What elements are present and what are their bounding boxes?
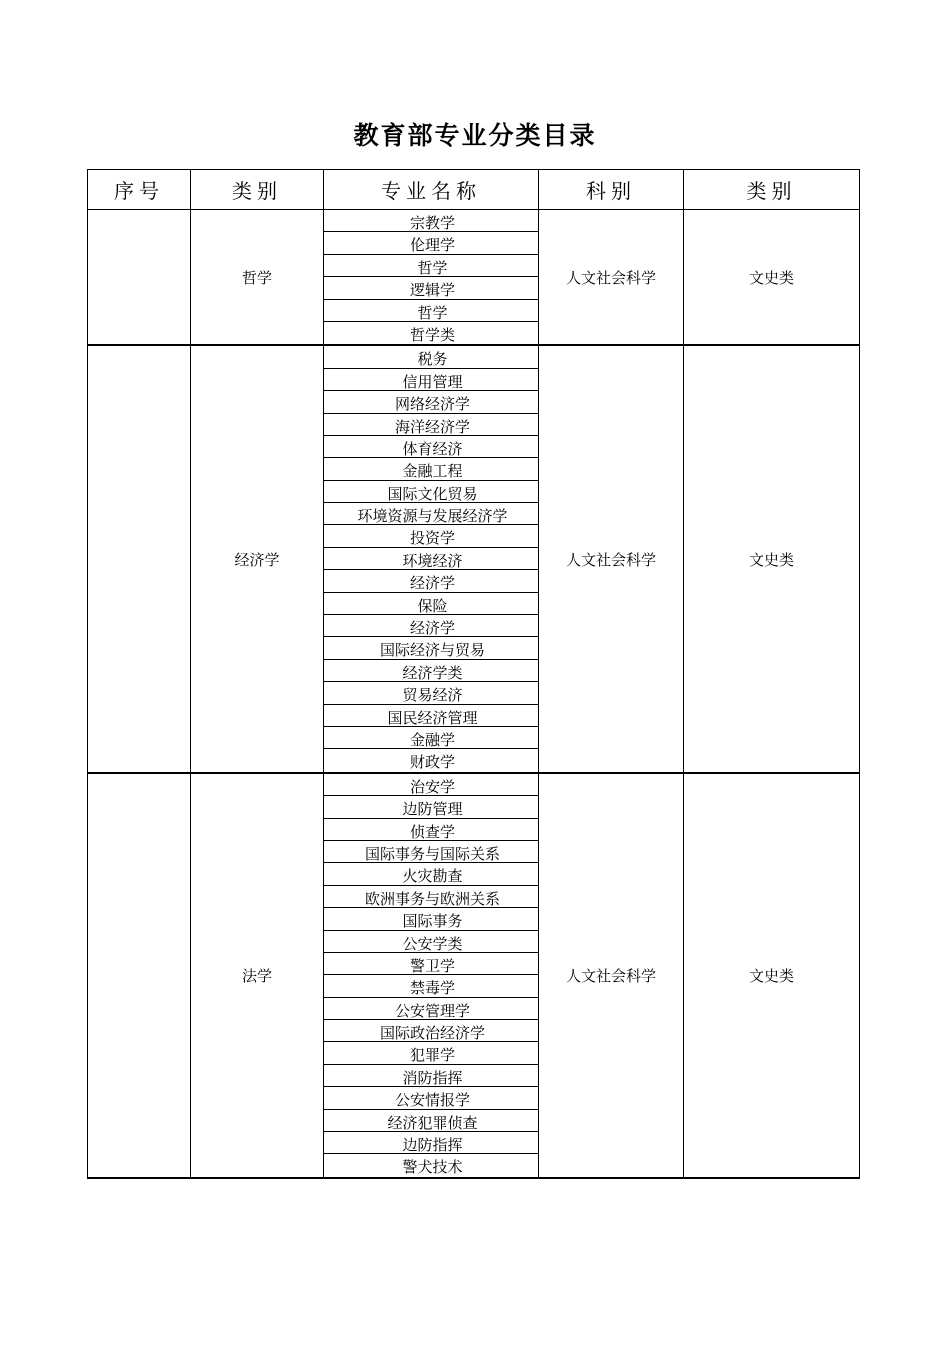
header-branch: 科别 [539,170,684,210]
category-cell: 经济学 [191,345,324,772]
branch-cell: 人文社会科学 [539,210,684,346]
header-type: 类别 [684,170,860,210]
major-item: 贸易经济 [324,682,538,704]
major-item: 国际经济与贸易 [324,637,538,659]
major-item: 逻辑学 [324,277,538,299]
index-cell [88,773,191,1178]
major-item: 警卫学 [324,953,538,975]
major-item: 公安学类 [324,931,538,953]
header-major-name: 专业名称 [324,170,539,210]
branch-cell: 人文社会科学 [539,345,684,772]
catalog-table [87,169,860,1179]
type-cell: 文史类 [684,773,860,1178]
major-item: 消防指挥 [324,1065,538,1087]
table-row [88,345,860,772]
major-item: 欧洲事务与欧洲关系 [324,886,538,908]
category-cell: 哲学 [191,210,324,346]
table-row [88,773,860,1178]
major-item: 国际文化贸易 [324,481,538,503]
category-cell: 法学 [191,773,324,1178]
majors-cell [324,210,539,346]
majors-cell [324,345,539,772]
major-item: 治安学 [324,774,538,796]
major-item: 犯罪学 [324,1042,538,1064]
major-item: 边防管理 [324,796,538,818]
header-index: 序号 [88,170,191,210]
major-item: 哲学类 [409,325,455,344]
major-item: 经济学类 [324,660,538,682]
major-item: 国际政治经济学 [324,1020,538,1042]
major-item: 信用管理 [324,369,538,391]
header-category: 类别 [191,170,324,210]
major-item: 经济学 [324,570,538,592]
major-item: 经济学 [324,615,538,637]
major-item: 保险 [324,593,538,615]
major-item: 禁毒学 [324,975,538,997]
major-item: 边防指挥 [324,1132,538,1154]
majors-cell [324,773,539,1178]
major-item: 网络经济学 [324,391,538,413]
major-item: 海洋经济学 [324,414,538,436]
major-item: 侦查学 [324,819,538,841]
page-title: 教育部专业分类目录 [353,121,597,150]
type-cell: 文史类 [684,345,860,772]
major-item: 公安管理学 [324,998,538,1020]
major-item: 公安情报学 [324,1087,538,1109]
major-item: 投资学 [324,525,538,547]
major-item: 国际事务 [324,908,538,930]
header-row [88,170,860,210]
major-item: 国民经济管理 [324,705,538,727]
major-item: 金融学 [324,727,538,749]
major-item: 伦理学 [324,232,538,254]
major-item: 税务 [324,346,538,368]
major-item: 国际事务与国际关系 [324,841,538,863]
branch-cell: 人文社会科学 [539,773,684,1178]
index-cell [88,210,191,346]
major-item: 哲学 [324,255,538,277]
major-item: 经济犯罪侦查 [324,1110,538,1132]
table-row [88,210,860,346]
major-item: 环境经济 [324,548,538,570]
major-item: 环境资源与发展经济学 [324,503,538,525]
type-cell: 文史类 [684,210,860,346]
index-cell [88,345,191,772]
major-item: 警犬技术 [402,1158,463,1177]
major-item: 体育经济 [324,436,538,458]
major-item: 财政学 [409,753,455,772]
major-item: 火灾勘查 [324,863,538,885]
major-item: 宗教学 [324,210,538,232]
major-item: 哲学 [324,300,538,322]
major-item: 金融工程 [324,458,538,480]
